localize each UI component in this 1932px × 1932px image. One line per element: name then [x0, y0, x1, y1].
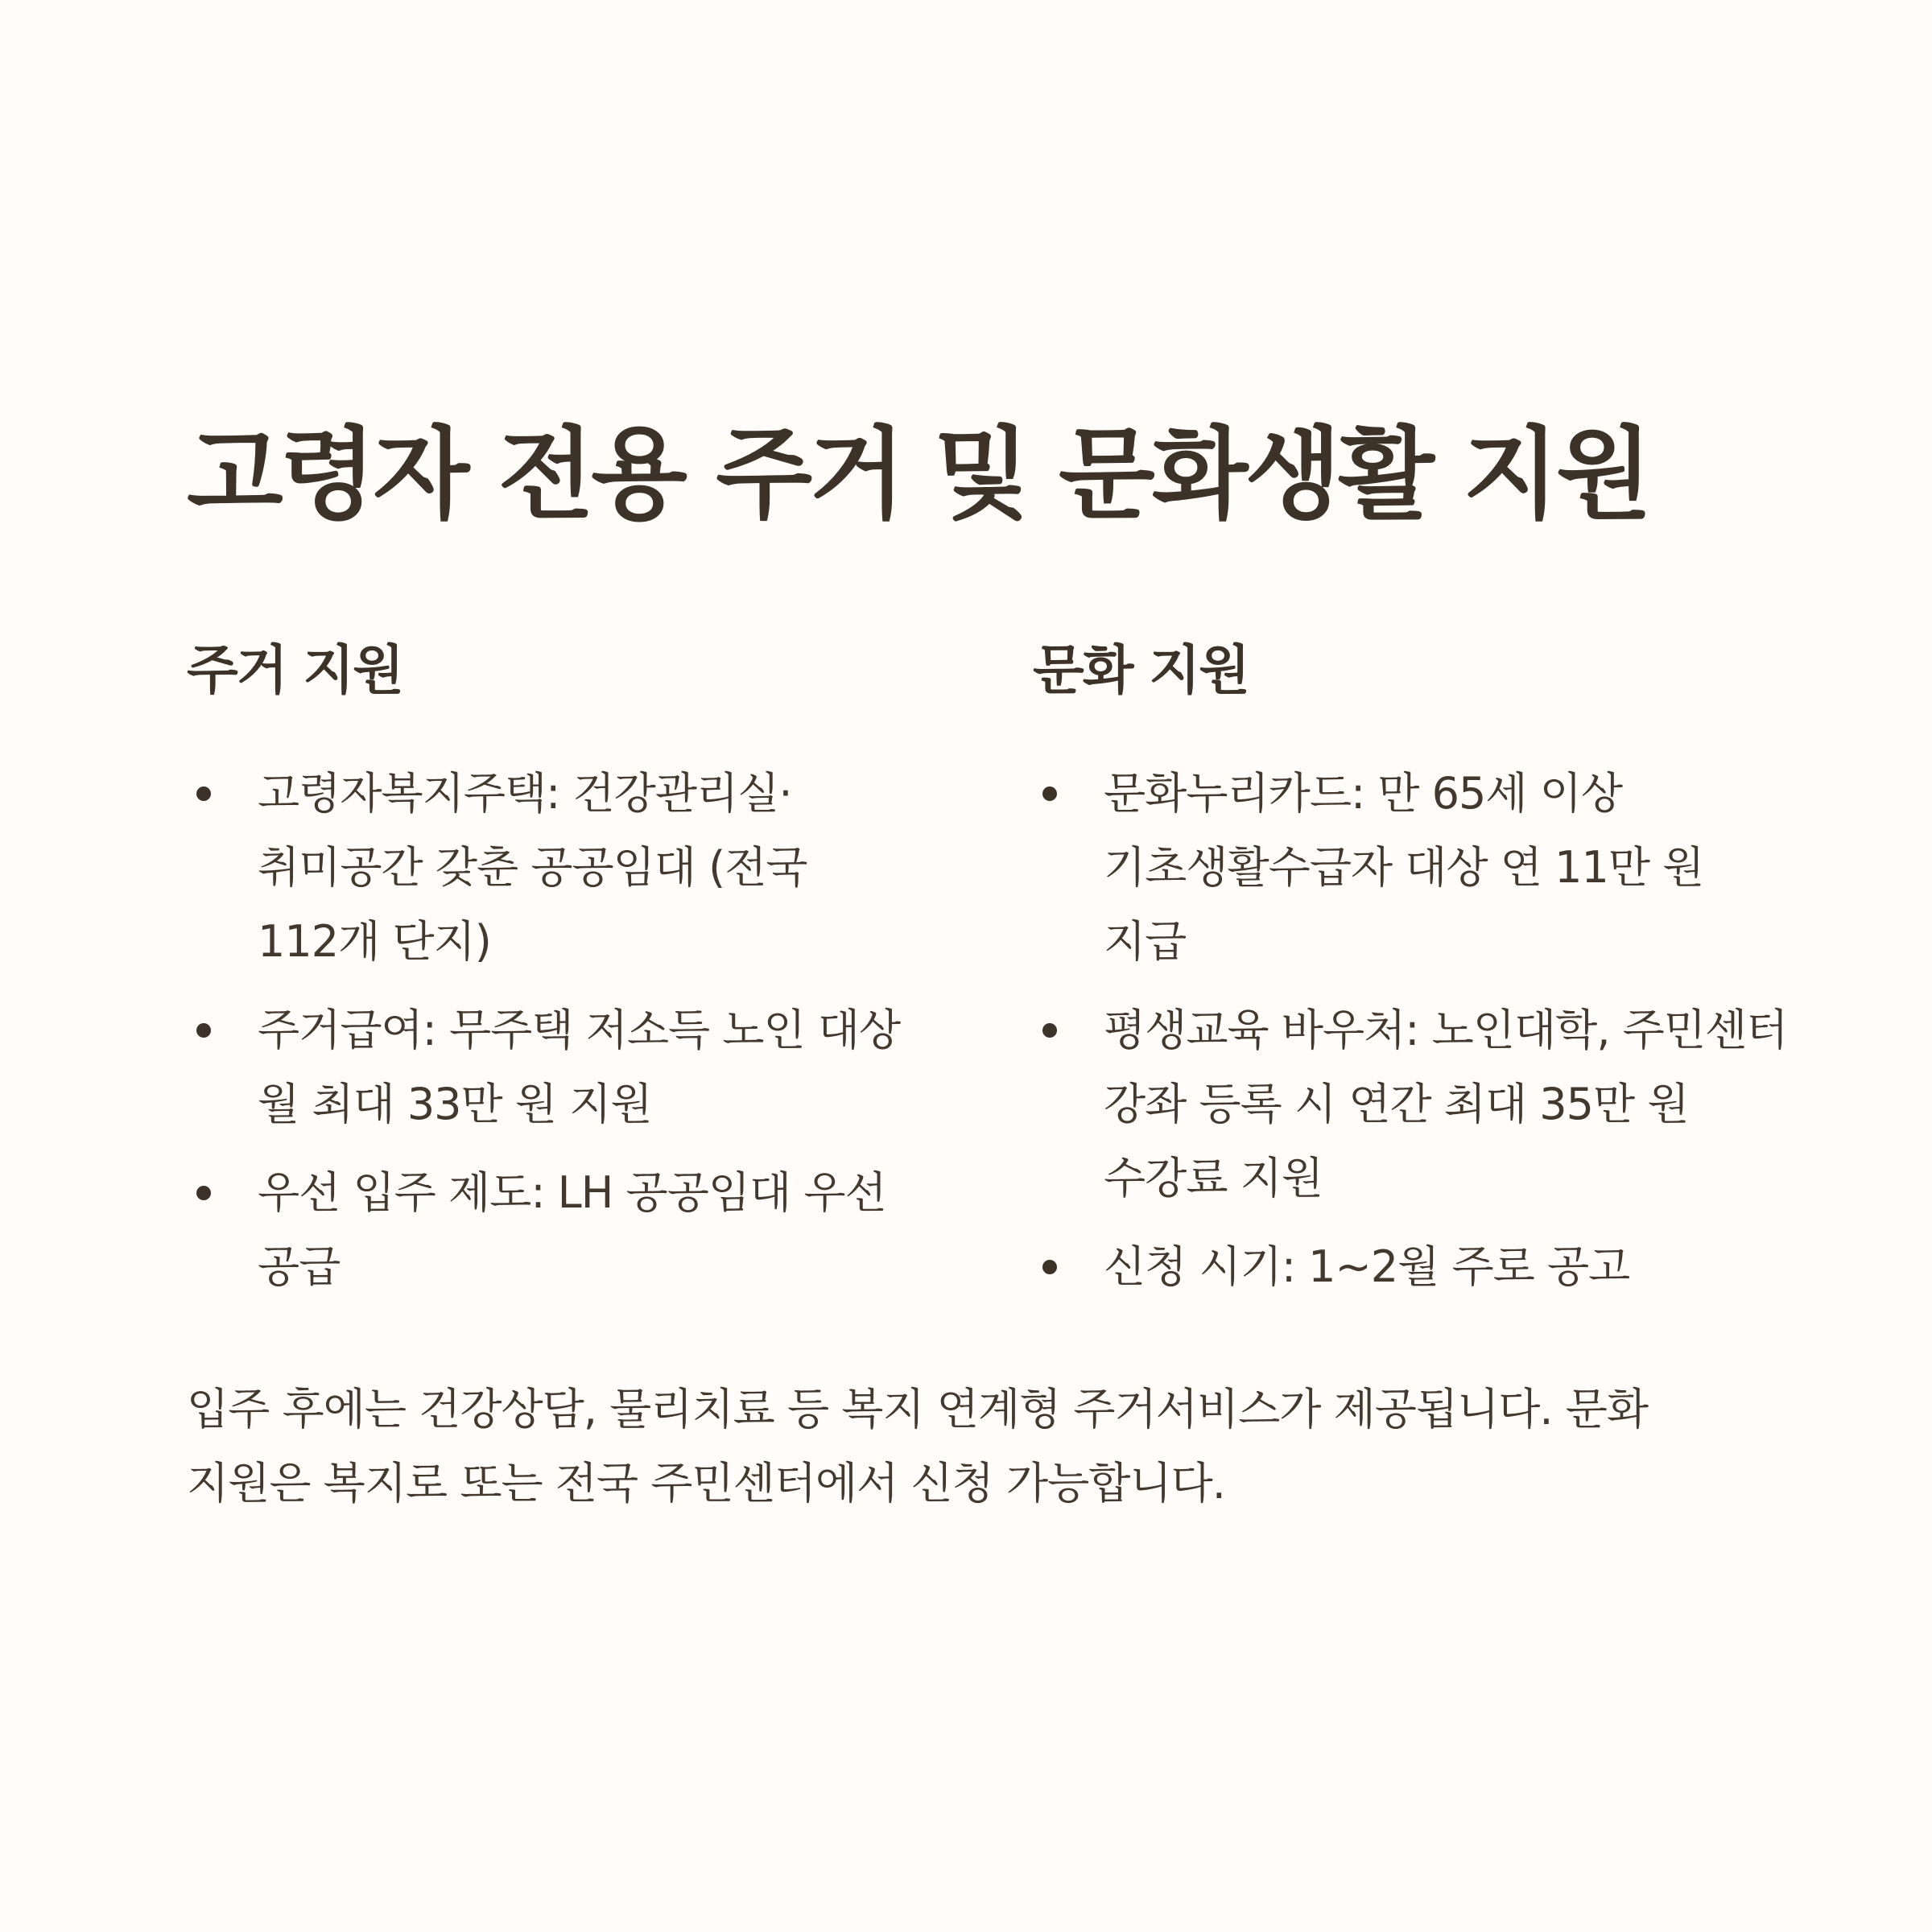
page-title: 고령자 전용 주거 및 문화생활 지원 [187, 417, 1649, 533]
footer-paragraph: 입주 후에는 건강상담, 물리치료 등 복지 연계형 주거서비스가 제공됩니다. 문화 지원은 복지로 또는 전국 주민센터에서 신청 가능합니다. [187, 1384, 1649, 1509]
culture-support-list [1033, 757, 1790, 1319]
bullet-icon [196, 786, 211, 801]
bullet-icon [1042, 1260, 1057, 1274]
list-item-text: 고령자복지주택: 건강관리실·취미공간 갖춘 공공임대 (전국 112개 단지) [258, 768, 807, 967]
bullet-icon [1042, 1023, 1057, 1038]
list-item [1033, 993, 1790, 1216]
list-item [187, 1156, 927, 1304]
list-item [187, 757, 927, 979]
bullet-icon [1042, 786, 1057, 801]
list-item-text: 문화누리카드: 만 65세 이상 기초생활수급자 대상 연 11만 원 지급 [1104, 768, 1704, 967]
bullet-icon [196, 1186, 211, 1200]
housing-support-section [187, 636, 927, 1292]
list-item [1033, 757, 1790, 979]
list-item [1033, 1230, 1790, 1304]
housing-support-list [187, 757, 927, 1319]
housing-support-heading: 주거 지원 [187, 639, 403, 701]
list-item [187, 993, 927, 1141]
list-item-text: 주거급여: 무주택 저소득 노인 대상 월 최대 33만 원 지원 [258, 1005, 901, 1129]
list-item-text: 평생교육 바우처: 노인대학, 주민센터 강좌 등록 시 연간 최대 35만 원 수강료 지원 [1104, 1005, 1788, 1203]
culture-support-heading: 문화 지원 [1033, 639, 1249, 701]
culture-support-section [1033, 636, 1790, 1292]
list-item-text: 우선 입주 제도: LH 공공임대 우선 공급 [258, 1167, 886, 1292]
bullet-icon [196, 1023, 211, 1038]
list-item-text: 신청 시기: 1~2월 주로 공고 [1104, 1241, 1630, 1292]
